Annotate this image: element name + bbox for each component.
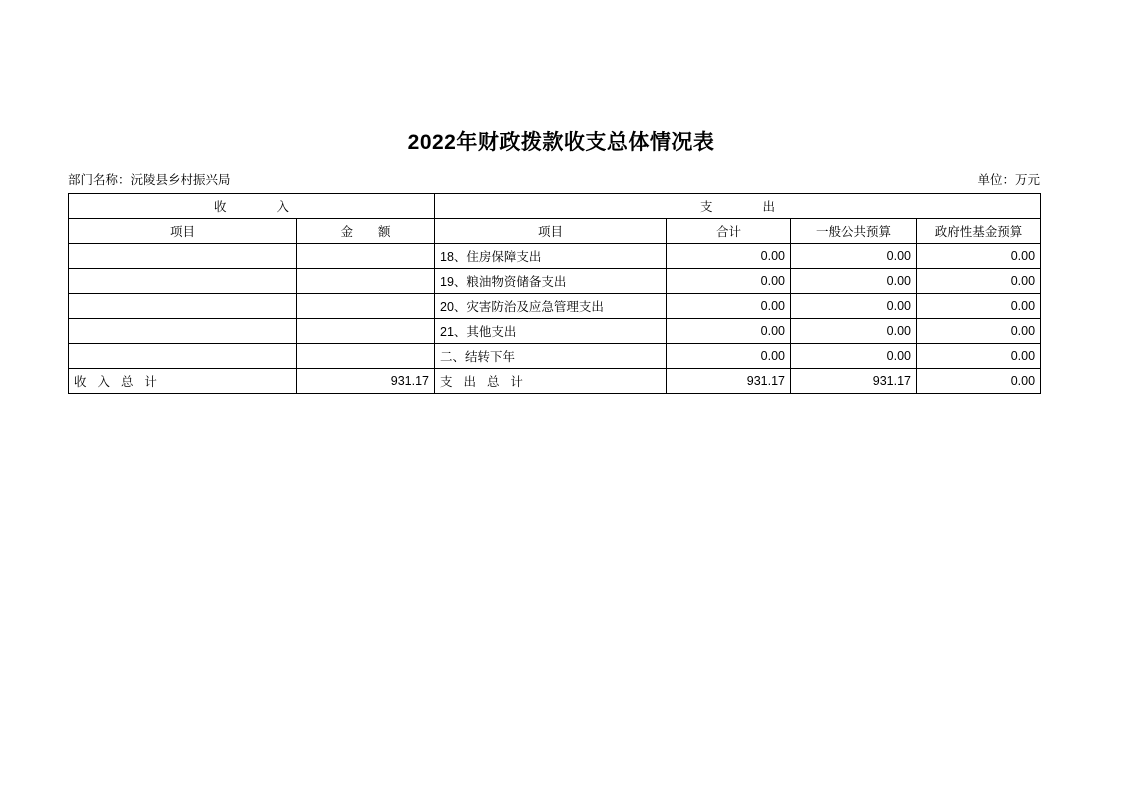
cell-exp-total: 0.00: [667, 344, 791, 369]
cell-exp-government-fund: 0.00: [917, 269, 1041, 294]
table-column-header-row: [69, 219, 1041, 244]
department-label: 部门名称：: [68, 173, 131, 187]
cell-income-item: [69, 294, 297, 319]
cell-exp-government-fund: 0.00: [917, 344, 1041, 369]
cell-exp-government-fund: 0.00: [917, 294, 1041, 319]
column-header-income-amount: 金 额: [297, 219, 435, 244]
cell-total-exp-fund: 0.00: [917, 369, 1041, 394]
table-row: [69, 294, 1041, 319]
cell-income-item: [69, 269, 297, 294]
cell-total-exp-label: 支 出 总 计: [435, 369, 667, 394]
column-header-exp-item: 项目: [435, 219, 667, 244]
table-group-header-row: [69, 194, 1041, 219]
cell-exp-item: 二、结转下年: [435, 344, 667, 369]
column-header-exp-total: 合计: [667, 219, 791, 244]
cell-income-item: [69, 319, 297, 344]
cell-exp-total: 0.00: [667, 244, 791, 269]
column-header-exp-general-public: 一般公共预算: [791, 219, 917, 244]
cell-exp-general-public: 0.00: [791, 269, 917, 294]
table-row: [69, 344, 1041, 369]
table-row: [69, 319, 1041, 344]
department-name: 沅陵县乡村振兴局: [130, 173, 231, 187]
cell-income-item: [69, 244, 297, 269]
cell-exp-item: 19、粮油物资储备支出: [435, 269, 667, 294]
cell-exp-total: 0.00: [667, 294, 791, 319]
column-header-exp-government-fund: 政府性基金预算: [917, 219, 1041, 244]
cell-income-amount: [297, 269, 435, 294]
cell-exp-general-public: 0.00: [791, 244, 917, 269]
page-title: 2022年财政拨款收支总体情况表: [407, 131, 715, 154]
cell-total-exp-general: 931.17: [791, 369, 917, 394]
cell-exp-general-public: 0.00: [791, 344, 917, 369]
cell-exp-item: 20、灾害防治及应急管理支出: [435, 294, 667, 319]
budget-table: [68, 193, 1041, 394]
cell-income-item: [69, 344, 297, 369]
cell-income-amount: [297, 294, 435, 319]
cell-exp-total: 0.00: [667, 319, 791, 344]
column-header-income-item: 项目: [69, 219, 297, 244]
cell-total-exp-total: 931.17: [667, 369, 791, 394]
cell-exp-general-public: 0.00: [791, 319, 917, 344]
cell-exp-item: 18、住房保障支出: [435, 244, 667, 269]
table-row: [69, 269, 1041, 294]
table-row: [69, 244, 1041, 269]
cell-exp-government-fund: 0.00: [917, 319, 1041, 344]
group-header-expenditure: 支 出: [435, 194, 1041, 219]
cell-income-amount: [297, 344, 435, 369]
cell-exp-total: 0.00: [667, 269, 791, 294]
cell-exp-government-fund: 0.00: [917, 244, 1041, 269]
cell-total-income-amount: 931.17: [297, 369, 435, 394]
cell-exp-general-public: 0.00: [791, 294, 917, 319]
cell-income-amount: [297, 319, 435, 344]
cell-exp-item: 21、其他支出: [435, 319, 667, 344]
unit-note: 单位：万元: [977, 173, 1040, 187]
table-total-row: [69, 369, 1041, 394]
department-line: [68, 170, 231, 188]
group-header-income: 收 入: [69, 194, 435, 219]
cell-income-amount: [297, 244, 435, 269]
cell-total-income-label: 收 入 总 计: [69, 369, 297, 394]
